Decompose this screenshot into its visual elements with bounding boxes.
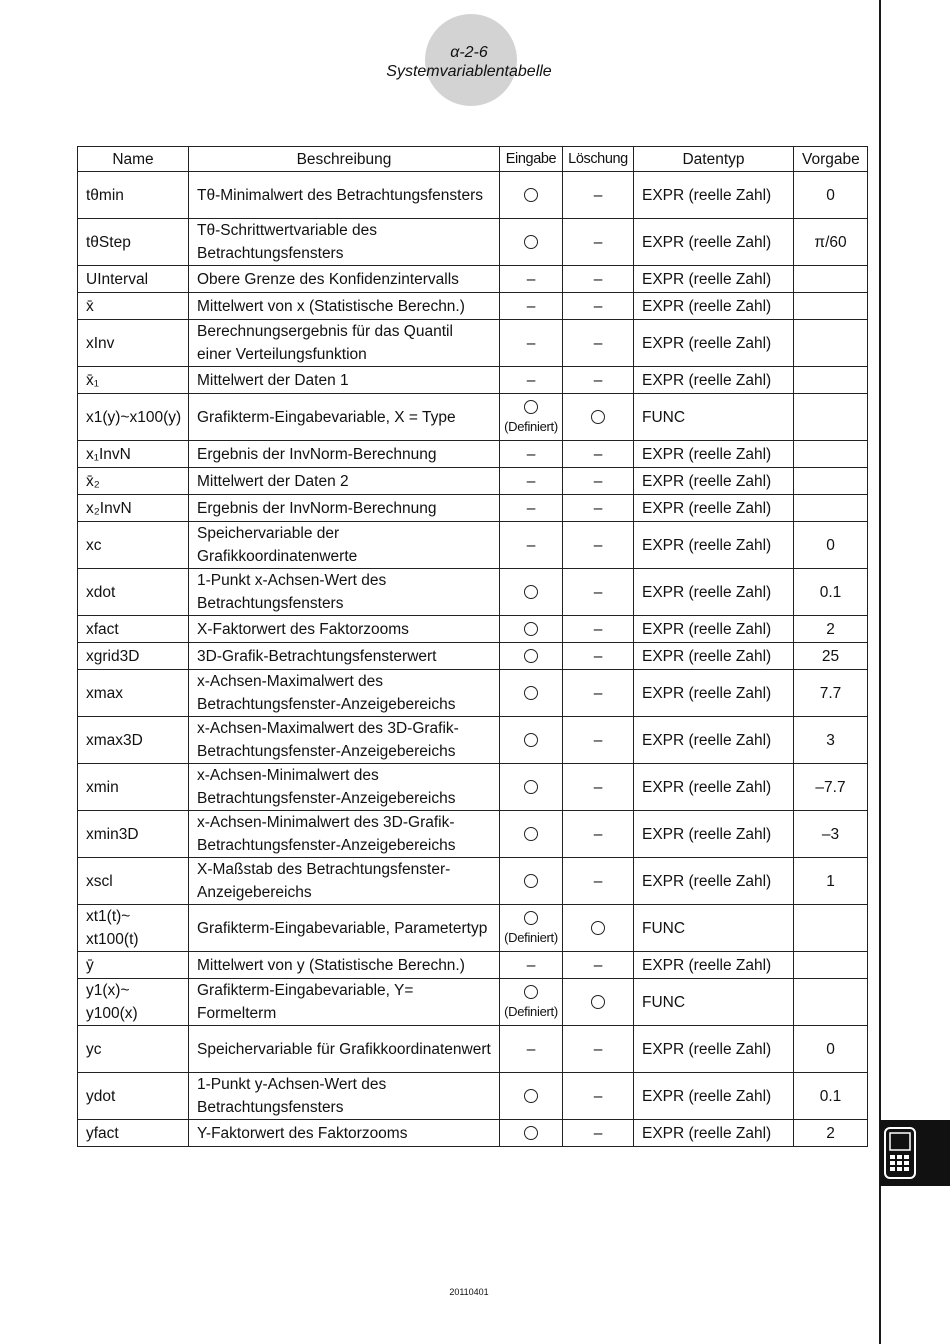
cell-description: X-Maßstab des Betrachtungsfenster-Anzeigebereichs bbox=[189, 858, 500, 905]
circle-mark-icon bbox=[524, 874, 538, 888]
cell-name: ȳ bbox=[78, 952, 189, 979]
cell-input: – bbox=[500, 266, 563, 293]
cell-datatype: EXPR (reelle Zahl) bbox=[634, 293, 794, 320]
cell-datatype: EXPR (reelle Zahl) bbox=[634, 266, 794, 293]
cell-name: xt1(t)~ xt100(t) bbox=[78, 905, 189, 952]
table-row bbox=[78, 670, 868, 717]
cell-input bbox=[500, 905, 563, 952]
cell-description: Mittelwert von x (Statistische Berechn.) bbox=[189, 293, 500, 320]
cell-input bbox=[500, 670, 563, 717]
cell-input bbox=[500, 979, 563, 1026]
cell-default bbox=[794, 367, 868, 394]
cell-default: 7.7 bbox=[794, 670, 868, 717]
cell-input: – bbox=[500, 441, 563, 468]
cell-delete: – bbox=[563, 495, 634, 522]
cell-default bbox=[794, 979, 868, 1026]
cell-name: xc bbox=[78, 522, 189, 569]
cell-name: x̄ bbox=[78, 293, 189, 320]
table-row bbox=[78, 320, 868, 367]
cell-name: yfact bbox=[78, 1120, 189, 1147]
cell-name: yc bbox=[78, 1026, 189, 1073]
column-header-default: Vorgabe bbox=[794, 147, 868, 172]
cell-default bbox=[794, 495, 868, 522]
cell-datatype: EXPR (reelle Zahl) bbox=[634, 367, 794, 394]
calculator-icon bbox=[884, 1127, 916, 1179]
cell-name: xscl bbox=[78, 858, 189, 905]
cell-description: x-Achsen-Minimalwert des 3D-Grafik-Betrachtungsfenster-Anzeigebereichs bbox=[189, 811, 500, 858]
circle-mark-icon bbox=[524, 911, 538, 925]
cell-name: x̄₂ bbox=[78, 468, 189, 495]
cell-delete bbox=[563, 394, 634, 441]
cell-delete: – bbox=[563, 367, 634, 394]
cell-datatype: EXPR (reelle Zahl) bbox=[634, 468, 794, 495]
cell-delete: – bbox=[563, 670, 634, 717]
cell-input bbox=[500, 858, 563, 905]
cell-default: 0 bbox=[794, 522, 868, 569]
page-number: α-2-6 bbox=[450, 44, 488, 61]
cell-datatype: EXPR (reelle Zahl) bbox=[634, 320, 794, 367]
circle-mark-icon bbox=[591, 995, 605, 1009]
cell-input bbox=[500, 643, 563, 670]
cell-default: 3 bbox=[794, 717, 868, 764]
cell-input bbox=[500, 1120, 563, 1147]
circle-mark-icon bbox=[524, 686, 538, 700]
cell-datatype: EXPR (reelle Zahl) bbox=[634, 858, 794, 905]
circle-mark-icon bbox=[591, 410, 605, 424]
cell-default bbox=[794, 320, 868, 367]
cell-datatype: EXPR (reelle Zahl) bbox=[634, 1026, 794, 1073]
cell-input: – bbox=[500, 1026, 563, 1073]
table-row bbox=[78, 468, 868, 495]
cell-delete: – bbox=[563, 717, 634, 764]
cell-default bbox=[794, 952, 868, 979]
system-variable-table bbox=[77, 146, 868, 1147]
circle-mark-icon bbox=[524, 1126, 538, 1140]
table-row bbox=[78, 1120, 868, 1147]
cell-datatype: EXPR (reelle Zahl) bbox=[634, 219, 794, 266]
cell-name: xmax bbox=[78, 670, 189, 717]
cell-default bbox=[794, 468, 868, 495]
footer-code: 20110401 bbox=[449, 1287, 489, 1297]
column-header-name: Name bbox=[78, 147, 189, 172]
table-row bbox=[78, 1073, 868, 1120]
chapter-side-tab bbox=[880, 1120, 950, 1186]
table-row bbox=[78, 858, 868, 905]
circle-mark-icon bbox=[524, 188, 538, 202]
page-title: Systemvariablentabelle bbox=[386, 63, 552, 80]
cell-input bbox=[500, 616, 563, 643]
table-row bbox=[78, 293, 868, 320]
cell-name: tθStep bbox=[78, 219, 189, 266]
cell-datatype: FUNC bbox=[634, 979, 794, 1026]
table-row bbox=[78, 522, 868, 569]
cell-delete: – bbox=[563, 441, 634, 468]
cell-datatype: EXPR (reelle Zahl) bbox=[634, 522, 794, 569]
table-row bbox=[78, 616, 868, 643]
cell-name: y1(x)~ y100(x) bbox=[78, 979, 189, 1026]
cell-name: x₁InvN bbox=[78, 441, 189, 468]
cell-description: x-Achsen-Maximalwert des Betrachtungsfenster-Anzeigebereichs bbox=[189, 670, 500, 717]
cell-delete bbox=[563, 905, 634, 952]
circle-mark-icon bbox=[524, 235, 538, 249]
circle-mark-icon bbox=[524, 733, 538, 747]
cell-default: 2 bbox=[794, 616, 868, 643]
table-row bbox=[78, 367, 868, 394]
cell-description: Tθ-Schrittwertvariable des Betrachtungsfensters bbox=[189, 219, 500, 266]
cell-input bbox=[500, 811, 563, 858]
cell-name: xmin3D bbox=[78, 811, 189, 858]
cell-input bbox=[500, 569, 563, 616]
defined-label: (Definiert) bbox=[504, 419, 558, 434]
circle-mark-icon bbox=[524, 585, 538, 599]
circle-mark-icon bbox=[524, 985, 538, 999]
cell-default bbox=[794, 394, 868, 441]
cell-input bbox=[500, 219, 563, 266]
cell-input bbox=[500, 764, 563, 811]
circle-mark-icon bbox=[524, 649, 538, 663]
table-row bbox=[78, 979, 868, 1026]
cell-description: Grafikterm-Eingabevariable, X = Type bbox=[189, 394, 500, 441]
cell-datatype: EXPR (reelle Zahl) bbox=[634, 172, 794, 219]
cell-description: Obere Grenze des Konfidenzintervalls bbox=[189, 266, 500, 293]
circle-mark-icon bbox=[524, 1089, 538, 1103]
cell-name: xmin bbox=[78, 764, 189, 811]
cell-description: Speichervariable der Grafikkoordinatenwerte bbox=[189, 522, 500, 569]
cell-delete: – bbox=[563, 952, 634, 979]
cell-default bbox=[794, 266, 868, 293]
table-row bbox=[78, 441, 868, 468]
table-row bbox=[78, 764, 868, 811]
cell-delete: – bbox=[563, 1120, 634, 1147]
table-row bbox=[78, 266, 868, 293]
cell-name: xdot bbox=[78, 569, 189, 616]
cell-default: 2 bbox=[794, 1120, 868, 1147]
circle-mark-icon bbox=[524, 780, 538, 794]
cell-datatype: EXPR (reelle Zahl) bbox=[634, 717, 794, 764]
cell-delete: – bbox=[563, 320, 634, 367]
table-row bbox=[78, 905, 868, 952]
cell-datatype: EXPR (reelle Zahl) bbox=[634, 616, 794, 643]
circle-mark-icon bbox=[524, 400, 538, 414]
cell-input bbox=[500, 394, 563, 441]
cell-datatype: EXPR (reelle Zahl) bbox=[634, 1120, 794, 1147]
cell-description: Mittelwert der Daten 1 bbox=[189, 367, 500, 394]
column-header-delete: Löschung bbox=[563, 147, 634, 172]
table-row bbox=[78, 172, 868, 219]
table-body bbox=[78, 172, 868, 1147]
cell-description: Mittelwert von y (Statistische Berechn.) bbox=[189, 952, 500, 979]
cell-datatype: EXPR (reelle Zahl) bbox=[634, 1073, 794, 1120]
cell-delete: – bbox=[563, 468, 634, 495]
cell-description: Mittelwert der Daten 2 bbox=[189, 468, 500, 495]
cell-default bbox=[794, 905, 868, 952]
cell-datatype: FUNC bbox=[634, 905, 794, 952]
table-row bbox=[78, 495, 868, 522]
column-header-input: Eingabe bbox=[500, 147, 563, 172]
cell-default: 25 bbox=[794, 643, 868, 670]
cell-datatype: FUNC bbox=[634, 394, 794, 441]
cell-description: X-Faktorwert des Faktorzooms bbox=[189, 616, 500, 643]
cell-datatype: EXPR (reelle Zahl) bbox=[634, 569, 794, 616]
cell-name: xInv bbox=[78, 320, 189, 367]
cell-delete: – bbox=[563, 266, 634, 293]
table-row bbox=[78, 643, 868, 670]
cell-delete: – bbox=[563, 643, 634, 670]
column-header-datatype: Datentyp bbox=[634, 147, 794, 172]
cell-name: ydot bbox=[78, 1073, 189, 1120]
cell-delete: – bbox=[563, 1073, 634, 1120]
cell-input: – bbox=[500, 320, 563, 367]
cell-description: Berechnungsergebnis für das Quantil einer Verteilungsfunktion bbox=[189, 320, 500, 367]
defined-label: (Definiert) bbox=[504, 930, 558, 945]
cell-delete: – bbox=[563, 616, 634, 643]
cell-delete: – bbox=[563, 858, 634, 905]
cell-datatype: EXPR (reelle Zahl) bbox=[634, 811, 794, 858]
cell-description: Grafikterm-Eingabevariable, Y= Formelterm bbox=[189, 979, 500, 1026]
table-row bbox=[78, 1026, 868, 1073]
cell-description: Ergebnis der InvNorm-Berechnung bbox=[189, 441, 500, 468]
table-row bbox=[78, 219, 868, 266]
cell-default: –3 bbox=[794, 811, 868, 858]
cell-description: Speichervariable für Grafikkoordinatenwert bbox=[189, 1026, 500, 1073]
cell-input bbox=[500, 172, 563, 219]
cell-delete: – bbox=[563, 522, 634, 569]
cell-input: – bbox=[500, 468, 563, 495]
cell-delete: – bbox=[563, 172, 634, 219]
defined-label: (Definiert) bbox=[504, 1004, 558, 1019]
cell-name: x₂InvN bbox=[78, 495, 189, 522]
table-row bbox=[78, 394, 868, 441]
cell-default: 1 bbox=[794, 858, 868, 905]
cell-delete bbox=[563, 979, 634, 1026]
cell-description: Grafikterm-Eingabevariable, Parametertyp bbox=[189, 905, 500, 952]
column-header-description: Beschreibung bbox=[189, 147, 500, 172]
cell-default: –7.7 bbox=[794, 764, 868, 811]
cell-description: Tθ-Minimalwert des Betrachtungsfensters bbox=[189, 172, 500, 219]
table-row bbox=[78, 717, 868, 764]
circle-mark-icon bbox=[591, 921, 605, 935]
cell-datatype: EXPR (reelle Zahl) bbox=[634, 670, 794, 717]
cell-default: 0.1 bbox=[794, 1073, 868, 1120]
circle-mark-icon bbox=[524, 827, 538, 841]
cell-default bbox=[794, 293, 868, 320]
cell-name: x̄₁ bbox=[78, 367, 189, 394]
cell-delete: – bbox=[563, 764, 634, 811]
cell-name: UInterval bbox=[78, 266, 189, 293]
cell-description: 1-Punkt y-Achsen-Wert des Betrachtungsfensters bbox=[189, 1073, 500, 1120]
cell-description: 1-Punkt x-Achsen-Wert des Betrachtungsfensters bbox=[189, 569, 500, 616]
cell-datatype: EXPR (reelle Zahl) bbox=[634, 441, 794, 468]
table-row bbox=[78, 569, 868, 616]
cell-description: Y-Faktorwert des Faktorzooms bbox=[189, 1120, 500, 1147]
cell-delete: – bbox=[563, 293, 634, 320]
cell-delete: – bbox=[563, 219, 634, 266]
cell-input: – bbox=[500, 952, 563, 979]
cell-description: x-Achsen-Maximalwert des 3D-Grafik-Betrachtungsfenster-Anzeigebereichs bbox=[189, 717, 500, 764]
cell-default: 0.1 bbox=[794, 569, 868, 616]
cell-delete: – bbox=[563, 811, 634, 858]
cell-datatype: EXPR (reelle Zahl) bbox=[634, 952, 794, 979]
cell-name: xgrid3D bbox=[78, 643, 189, 670]
cell-input: – bbox=[500, 367, 563, 394]
circle-mark-icon bbox=[524, 622, 538, 636]
cell-default: 0 bbox=[794, 172, 868, 219]
cell-input bbox=[500, 717, 563, 764]
cell-description: Ergebnis der InvNorm-Berechnung bbox=[189, 495, 500, 522]
table-row bbox=[78, 952, 868, 979]
cell-description: 3D-Grafik-Betrachtungsfensterwert bbox=[189, 643, 500, 670]
table-row bbox=[78, 811, 868, 858]
cell-name: xfact bbox=[78, 616, 189, 643]
cell-input: – bbox=[500, 495, 563, 522]
cell-default: 0 bbox=[794, 1026, 868, 1073]
cell-input: – bbox=[500, 522, 563, 569]
cell-input bbox=[500, 1073, 563, 1120]
table-header-row bbox=[78, 147, 868, 172]
cell-datatype: EXPR (reelle Zahl) bbox=[634, 764, 794, 811]
cell-datatype: EXPR (reelle Zahl) bbox=[634, 495, 794, 522]
cell-description: x-Achsen-Minimalwert des Betrachtungsfenster-Anzeigebereichs bbox=[189, 764, 500, 811]
cell-delete: – bbox=[563, 569, 634, 616]
cell-default: π/60 bbox=[794, 219, 868, 266]
cell-default bbox=[794, 441, 868, 468]
cell-name: xmax3D bbox=[78, 717, 189, 764]
cell-datatype: EXPR (reelle Zahl) bbox=[634, 643, 794, 670]
cell-name: tθmin bbox=[78, 172, 189, 219]
cell-name: x1(y)~x100(y) bbox=[78, 394, 189, 441]
cell-delete: – bbox=[563, 1026, 634, 1073]
cell-input: – bbox=[500, 293, 563, 320]
